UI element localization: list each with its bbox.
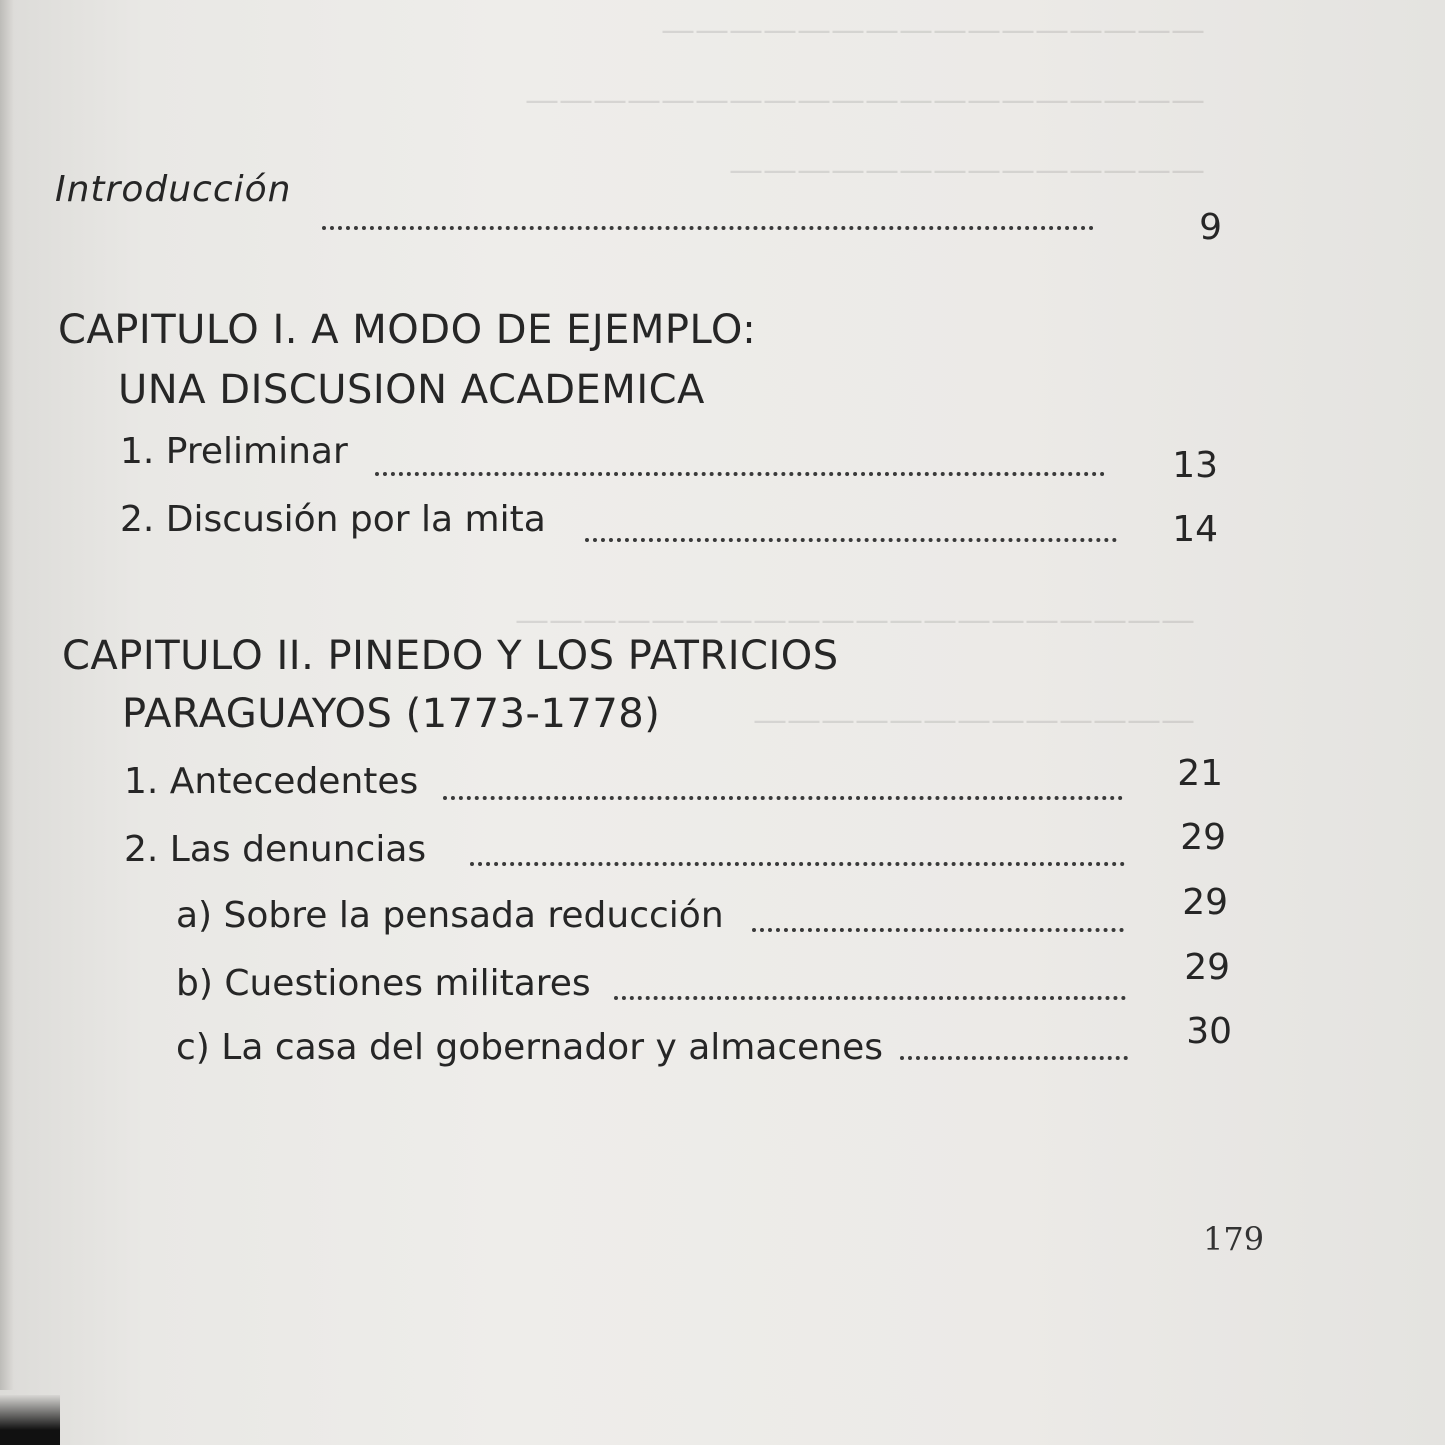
- dot-leader: [375, 472, 1105, 476]
- toc-subentry-page: 29: [1184, 947, 1230, 988]
- toc-subentry-label: b) Cuestiones militares: [176, 963, 591, 1004]
- show-through-decoration: ———————————————— ———————————————————— —————————————— ———————————————————— —————————————: [515, 10, 1205, 740]
- toc-subentry-label: a) Sobre la pensada reducción: [176, 895, 724, 936]
- toc-entry-label: 1. Preliminar: [120, 431, 348, 472]
- dot-leader: [443, 796, 1123, 800]
- dot-leader: [900, 1056, 1128, 1060]
- toc-subentry-page: 29: [1182, 882, 1228, 923]
- toc-intro-label: Introducción: [55, 169, 292, 210]
- chapter-1-heading-line1: CAPITULO I. A MODO DE EJEMPLO:: [58, 307, 757, 353]
- page-number: 179: [1203, 1220, 1265, 1258]
- toc-entry-page: 14: [1172, 509, 1218, 550]
- toc-entry-page: 29: [1180, 817, 1226, 858]
- chapter-2-heading-line2: PARAGUAYOS (1773-1778): [122, 691, 661, 737]
- toc-entry-label: 2. Las denuncias: [124, 829, 427, 870]
- chapter-2-heading-line1: CAPITULO II. PINEDO Y LOS PATRICIOS: [62, 633, 839, 679]
- dot-leader: [614, 996, 1126, 1000]
- page-edge: [0, 0, 14, 1390]
- dot-leader: [585, 538, 1117, 542]
- toc-intro-page: 9: [1199, 207, 1222, 248]
- toc-entry-label: 2. Discusión por la mita: [120, 499, 546, 540]
- dot-leader: [752, 928, 1124, 932]
- toc-subentry-page: 30: [1186, 1011, 1232, 1052]
- chapter-1-heading-line2: UNA DISCUSION ACADEMICA: [118, 367, 705, 413]
- toc-subentry-label: c) La casa del gobernador y almacenes: [176, 1027, 884, 1068]
- toc-entry-page: 21: [1177, 753, 1223, 794]
- toc-entry-page: 13: [1172, 445, 1218, 486]
- page-shadow: [0, 1395, 60, 1445]
- dot-leader: [322, 226, 1094, 230]
- dot-leader: [470, 862, 1125, 866]
- toc-entry-label: 1. Antecedentes: [124, 761, 419, 802]
